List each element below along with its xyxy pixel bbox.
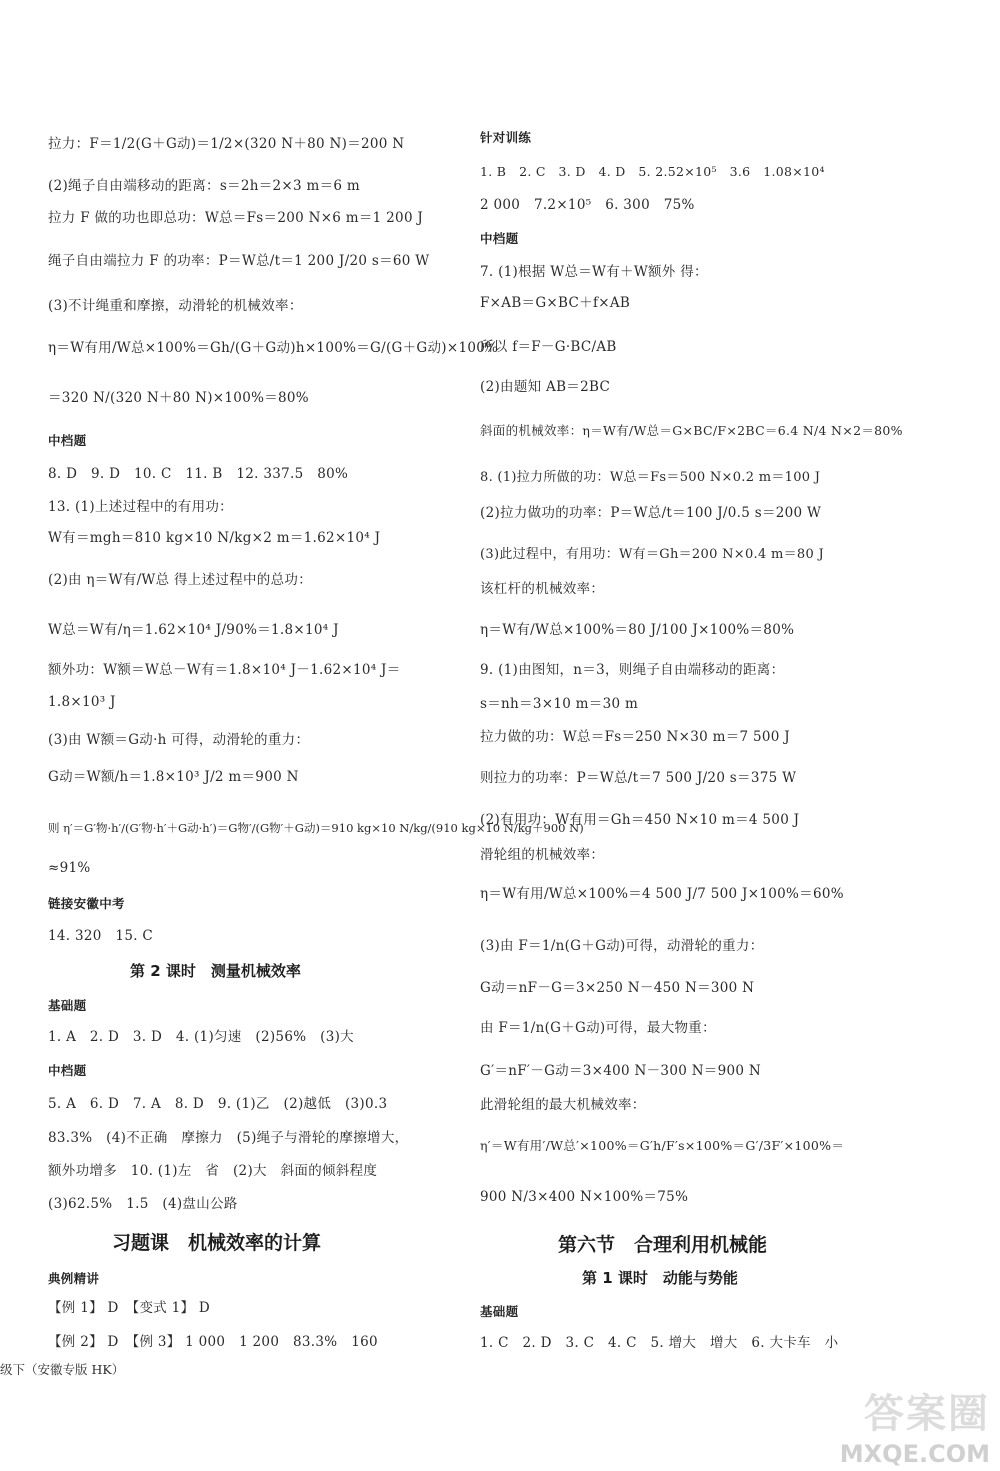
answer-line: 1.8×10³ J: [48, 694, 116, 710]
answer-line: 则 η′＝G′物·h′/(G′物·h′＋G动·h′)＝G物′/(G物′＋G动)＝910 kg×10 N/kg/(910 kg×10 N/kg＋900 N): [48, 821, 584, 835]
answer-line: (3)62.5% 1.5 (4)盘山公路: [48, 1196, 238, 1212]
answer-line: 则拉力的功率：P＝W总/t＝7 500 J/20 s＝375 W: [480, 770, 797, 786]
answer-line: 由 F＝1/n(G＋G动)可得，最大物重：: [480, 1020, 716, 1036]
answer-line: G′＝nF′－G动＝3×400 N－300 N＝900 N: [480, 1063, 761, 1079]
answer-line: (2)由题知 AB＝2BC: [480, 379, 611, 395]
answer-line: (2)由 η＝W有/W总 得上述过程中的总功：: [48, 572, 312, 588]
answer-line: (3)由 W额＝G动·h 可得，动滑轮的重力：: [48, 732, 310, 748]
answer-line: G动＝W额/h＝1.8×10³ J/2 m＝900 N: [48, 769, 299, 785]
answer-line: 9. (1)由图知，n＝3，则绳子自由端移动的距离：: [480, 662, 785, 678]
answer-line: η＝W有用/W总×100%＝Gh/(G＋G动)h×100%＝G/(G＋G动)×100%: [48, 340, 499, 356]
answer-line: η＝W有用/W总×100%＝4 500 J/7 500 J×100%＝60%: [480, 886, 844, 902]
answer-line: 所以 f＝F－G·BC/AB: [480, 339, 617, 355]
answer-line: 7. (1)根据 W总＝W有＋W额外 得：: [480, 264, 708, 280]
answer-line: 1. C 2. D 3. C 4. C 5. 增大 增大 6. 大卡车 小: [480, 1335, 839, 1351]
answer-line: 5. A 6. D 7. A 8. D 9. (1)乙 (2)越低 (3)0.3: [48, 1096, 388, 1112]
answer-line: 83.3% (4)不正确 摩擦力 (5)绳子与滑轮的摩擦增大，: [48, 1130, 409, 1146]
answer-line: (2)绳子自由端移动的距离：s＝2h＝2×3 m＝6 m: [48, 178, 360, 194]
section-title: 第六节 合理利用机械能: [558, 1234, 768, 1256]
subsection-heading: 基础题: [480, 1304, 519, 1319]
answer-line: W有＝mgh＝810 kg×10 N/kg×2 m＝1.62×10⁴ J: [48, 530, 381, 546]
answer-line: W总＝W有/η＝1.62×10⁴ J/90%＝1.8×10⁴ J: [48, 622, 339, 638]
answer-line: 8. D 9. D 10. C 11. B 12. 337.5 80%: [48, 466, 349, 482]
answer-line: 14. 320 15. C: [48, 928, 154, 944]
subsection-heading: 针对训练: [480, 130, 532, 145]
answer-line: 1. B 2. C 3. D 4. D 5. 2.52×10⁵ 3.6 1.08×10⁴: [480, 164, 825, 179]
answer-line: 900 N/3×400 N×100%＝75%: [480, 1189, 689, 1205]
lesson-title: 第 1 课时 动能与势能: [582, 1269, 738, 1287]
answer-line: (2)拉力做功的功率：P＝W总/t＝100 J/0.5 s＝200 W: [480, 505, 822, 521]
answer-line: η′＝W有用′/W总′×100%＝G′h/F′s×100%＝G′/3F′×100%＝: [480, 1138, 845, 1153]
subsection-heading: 中档题: [480, 231, 519, 246]
answer-line: 8. (1)拉力所做的功：W总＝Fs＝500 N×0.2 m＝100 J: [480, 470, 821, 485]
answer-line: 额外功增多 10. (1)左 省 (2)大 斜面的倾斜程度: [48, 1163, 378, 1179]
subsection-heading: 典例精讲: [48, 1271, 100, 1286]
page-footer: 级下（安徽专版 HK）: [0, 1362, 125, 1377]
answer-line: 滑轮组的机械效率：: [480, 847, 605, 863]
answer-line: 斜面的机械效率：η＝W有/W总＝G×BC/F×2BC＝6.4 N/4 N×2＝80%: [480, 423, 903, 438]
answer-line: ≈91%: [48, 860, 91, 876]
answer-line: 1. A 2. D 3. D 4. (1)匀速 (2)56% (3)大: [48, 1029, 354, 1045]
answer-line: 【例 1】 D 【变式 1】 D: [48, 1300, 211, 1316]
subsection-heading: 中档题: [48, 433, 87, 448]
answer-line: F×AB＝G×BC＋f×AB: [480, 295, 631, 311]
answer-line: G动＝nF－G＝3×250 N－450 N＝300 N: [480, 980, 755, 996]
watermark-logo: [818, 1382, 990, 1468]
answer-line: s＝nh＝3×10 m＝30 m: [480, 696, 639, 712]
answer-line: 拉力：F＝1/2(G＋G动)＝1/2×(320 N＋80 N)＝200 N: [48, 136, 405, 152]
watermark-text: 答案圈: [864, 1391, 990, 1437]
watermark-url: MXQE.COM: [839, 1440, 990, 1468]
answer-line: (3)不计绳重和摩擦，动滑轮的机械效率：: [48, 298, 303, 314]
section-title: 习题课 机械效率的计算: [112, 1232, 322, 1254]
answer-line: 13. (1)上述过程中的有用功：: [48, 499, 233, 515]
answer-line: ＝320 N/(320 N＋80 N)×100%＝80%: [48, 390, 309, 406]
answer-line: 拉力 F 做的功也即总功：W总＝Fs＝200 N×6 m＝1 200 J: [48, 210, 424, 226]
answer-line: (2)有用功：W有用＝Gh＝450 N×10 m＝4 500 J: [480, 812, 800, 828]
answer-line: 此滑轮组的最大机械效率：: [480, 1097, 646, 1113]
answer-line: η＝W有/W总×100%＝80 J/100 J×100%＝80%: [480, 622, 795, 638]
answer-line: 绳子自由端拉力 F 的功率：P＝W总/t＝1 200 J/20 s＝60 W: [48, 253, 430, 269]
answer-line: 【例 2】 D 【例 3】 1 000 1 200 83.3% 160: [48, 1334, 378, 1350]
lesson-title: 第 2 课时 测量机械效率: [130, 962, 301, 980]
answer-line: 该杠杆的机械效率：: [480, 581, 605, 597]
subsection-heading: 基础题: [48, 998, 87, 1013]
answer-line: (3)由 F＝1/n(G＋G动)可得，动滑轮的重力：: [480, 938, 764, 954]
answer-line: (3)此过程中，有用功：W有＝Gh＝200 N×0.4 m＝80 J: [480, 547, 824, 562]
answer-line: 拉力做的功：W总＝Fs＝250 N×30 m＝7 500 J: [480, 729, 790, 745]
subsection-heading: 中档题: [48, 1063, 87, 1078]
answer-line: 额外功：W额＝W总－W有＝1.8×10⁴ J－1.62×10⁴ J＝: [48, 662, 401, 678]
answer-line: 2 000 7.2×10⁵ 6. 300 75%: [480, 197, 695, 213]
subsection-heading: 链接安徽中考: [48, 896, 125, 911]
